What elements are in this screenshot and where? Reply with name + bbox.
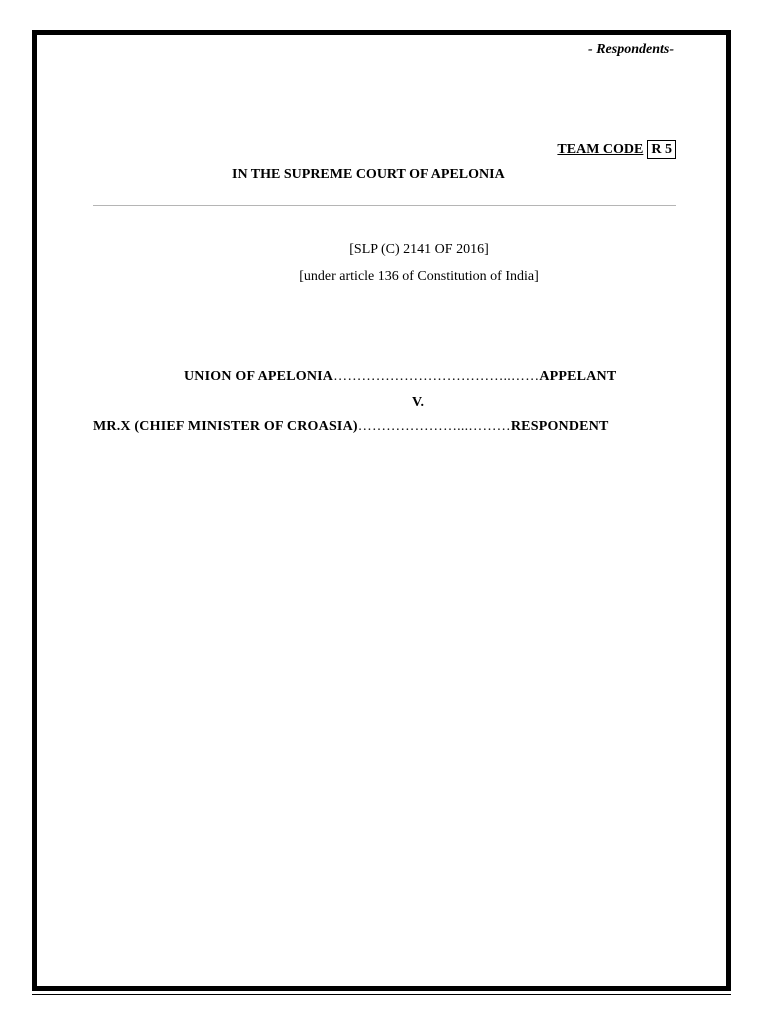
respondent-line (93, 419, 609, 435)
respondent-name: MR.X (CHIEF MINISTER OF CROASIA) (93, 419, 358, 434)
team-code-label: TEAM CODE (557, 142, 644, 157)
case-article: [under article 136 of Constitution of India] (299, 269, 539, 284)
appellant-name: UNION OF APELONIA (184, 369, 334, 384)
appellant-role: APPELANT (539, 369, 617, 384)
respondents-header-note: - Respondents- (588, 42, 674, 57)
bottom-rule (32, 994, 731, 995)
respondent-role: RESPONDENT (510, 419, 609, 434)
respondent-dots: …………………...……… (357, 419, 511, 434)
appellant-line (184, 369, 616, 385)
divider (93, 205, 676, 206)
case-number: [SLP (C) 2141 OF 2016] (349, 242, 489, 257)
court-title: IN THE SUPREME COURT OF APELONIA (232, 167, 505, 182)
team-code (557, 140, 676, 159)
versus: V. (412, 395, 425, 410)
appellant-dots: ………………………………..…… (333, 369, 540, 384)
team-code-value: R 5 (647, 140, 676, 159)
